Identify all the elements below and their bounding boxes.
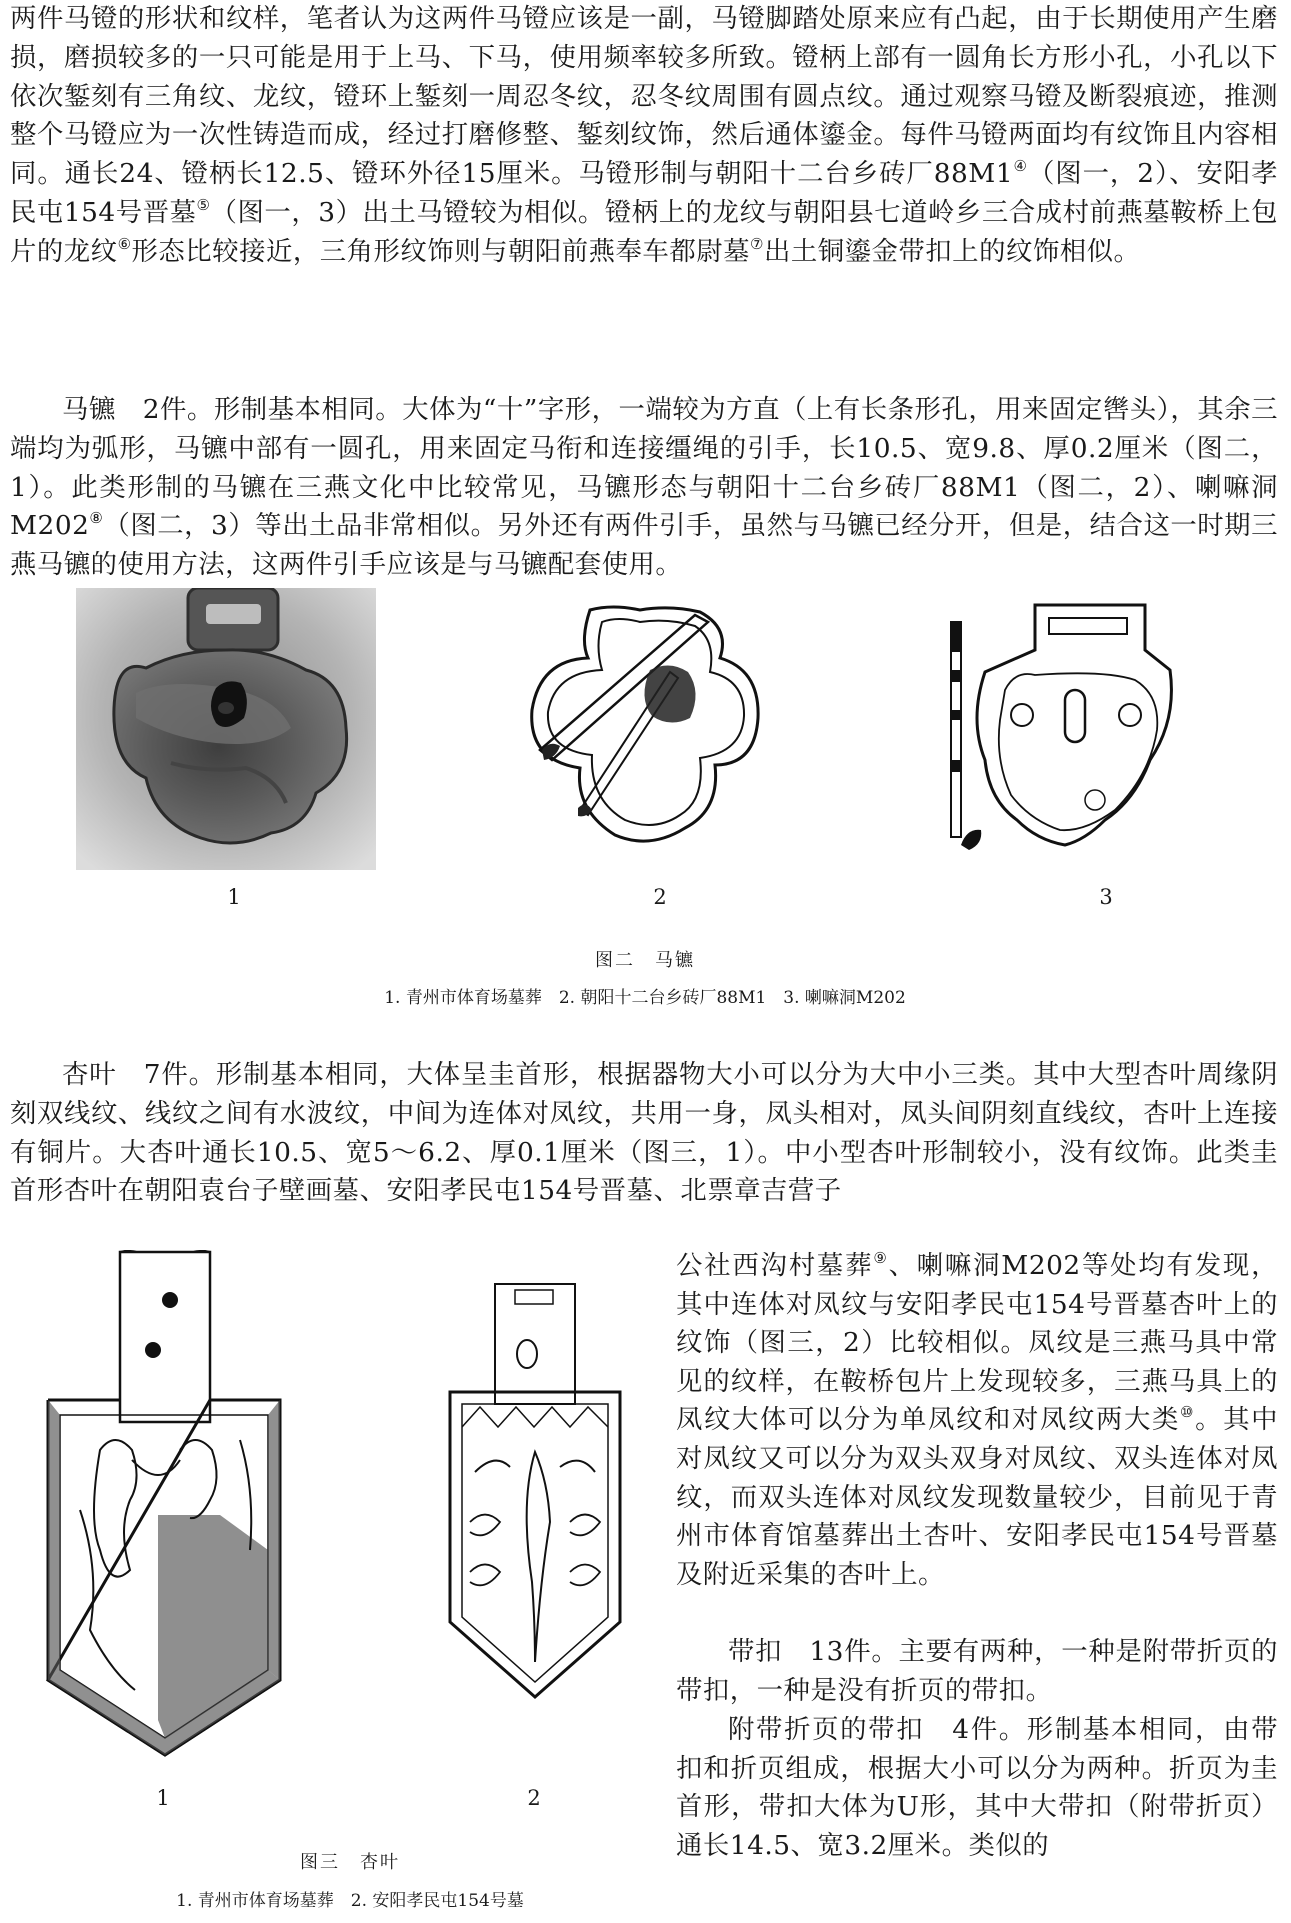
footnote-marker: ⑩ <box>1180 1403 1196 1422</box>
footnote-marker: ⑤ <box>196 195 211 214</box>
figure2-label-2: 2 <box>653 885 667 909</box>
figure3-drawing-qingzhou <box>40 1250 290 1760</box>
footnote-marker: ④ <box>1013 157 1028 176</box>
figure2-drawing-lamadong <box>945 600 1175 862</box>
figure3-caption-subtitle: 1. 青州市体育场墓葬 2. 安阳孝民屯154号墓 <box>176 1891 524 1911</box>
figure3-label-1: 1 <box>156 1786 170 1810</box>
paragraph-bridle-cheekpiece: 马镳 2件。形制基本相同。大体为“十”字形，一端较为方直（上有长条形孔，用来固定辔头），其余三端均为弧形，马镳中部有一圆孔，用来固定马衔和连接缰绳的引手，长10.5、宽9.8、厚0.2厘米（图二，1）。此类形制的马镳在三燕文化中比较常见，马镳形态与朝阳十二台乡砖厂88M1（图二，2）、喇嘛洞M202⑧（图二，3）等出土品非常相似。另外还有两件引手，虽然与马镳已经分开，但是，结合这一时期三燕马镳的使用方法，这两件引手应该是与马镳配套使用。 <box>10 394 1278 581</box>
footnote-marker: ⑦ <box>750 234 764 253</box>
footnote-marker: ⑥ <box>117 234 132 253</box>
figure3-caption-title: 图三 杏叶 <box>300 1852 400 1873</box>
figure2-caption-title: 图二 马镳 <box>595 950 695 971</box>
footnote-marker: ⑨ <box>873 1249 889 1267</box>
figure2-label-3: 3 <box>1099 885 1113 909</box>
figure2-label-1: 1 <box>227 885 241 909</box>
figure2-drawing-chaoyang <box>520 600 760 850</box>
paragraph-apricot-leaf: 杏叶 7件。形制基本相同，大体呈圭首形，根据器物大小可以分为大中小三类。其中大型杏叶周缘阴刻双线纹、线纹之间有水波纹，中间为连体对凤纹，共用一身，凤头相对，凤头间阴刻直线纹，杏叶上连接有铜片。大杏叶通长10.5、宽5～6.2、厚0.1厘米（图三，1）。中小型杏叶形制较小，没有纹饰。此类圭首形杏叶在朝阳袁台子壁画墓、安阳孝民屯154号晋墓、北票章吉营子 <box>10 1059 1278 1207</box>
figure2-caption-subtitle: 1. 青州市体育场墓葬 2. 朝阳十二台乡砖厂88M1 3. 喇嘛洞M202 <box>384 988 906 1008</box>
paragraph-stirrups: 两件马镫的形状和纹样，笔者认为这两件马镫应该是一副，马镫脚踏处原来应有凸起，由于长期使用产生磨损，磨损较多的一只可能是用于上马、下马，使用频率较多所致。镫柄上部有一圆角长方形小孔，小孔以下依次錾刻有三角纹、龙纹，镫环上錾刻一周忍冬纹，忍冬纹周围有圆点纹。通过观察马镫及断裂痕迹，推测整个马镫应为一次性铸造而成，经过打磨修整、錾刻纹饰，然后通体鎏金。每件马镫两面均有纹饰且内容相同。通长24、镫柄长12.5、镫环外径15厘米。马镫形制与朝阳十二台乡砖厂88M1④（图一，2）、安阳孝民屯154号晋墓⑤（图一，3）出土马镫较为相似。镫柄上的龙纹与朝阳县七道岭乡三合成村前燕墓鞍桥上包片的龙纹⑥形态比较接近，三角形纹饰则与朝阳前燕奉车都尉墓⑦出土铜鎏金带扣上的纹饰相似。 <box>10 3 1278 267</box>
figure3-drawing-anyang <box>440 1282 630 1702</box>
paragraph-apricot-leaf-continued: 公社西沟村墓葬⑨、喇嘛洞M202等处均有发现，其中连体对凤纹与安阳孝民屯154号晋墓杏叶上的纹饰（图三，2）比较相似。凤纹是三燕马具中常见的纹样，在鞍桥包片上发现较多，三燕马具上的凤纹大体可以分为单凤纹和对凤纹两大类⑩。其中对凤纹又可以分为双头双身对凤纹、双头连体对凤纹，而双头连体对凤纹发现数量较少，目前见于青州市体育馆墓葬出土杏叶、安阳孝民屯154号晋墓及附近采集的杏叶上。 <box>676 1249 1279 1590</box>
figure2-photo <box>76 588 376 870</box>
figure3-label-2: 2 <box>527 1786 541 1810</box>
footnote-marker: ⑧ <box>89 509 104 528</box>
paragraph-hinged-buckles: 附带折页的带扣 4件。形制基本相同，由带扣和折页组成，根据大小可以分为两种。折页为圭首形，带扣大体为U形，其中大带扣（附带折页）通长14.5、宽3.2厘米。类似的 <box>676 1714 1278 1861</box>
paragraph-buckles: 带扣 13件。主要有两种，一种是附带折页的带扣，一种是没有折页的带扣。 <box>676 1636 1278 1706</box>
